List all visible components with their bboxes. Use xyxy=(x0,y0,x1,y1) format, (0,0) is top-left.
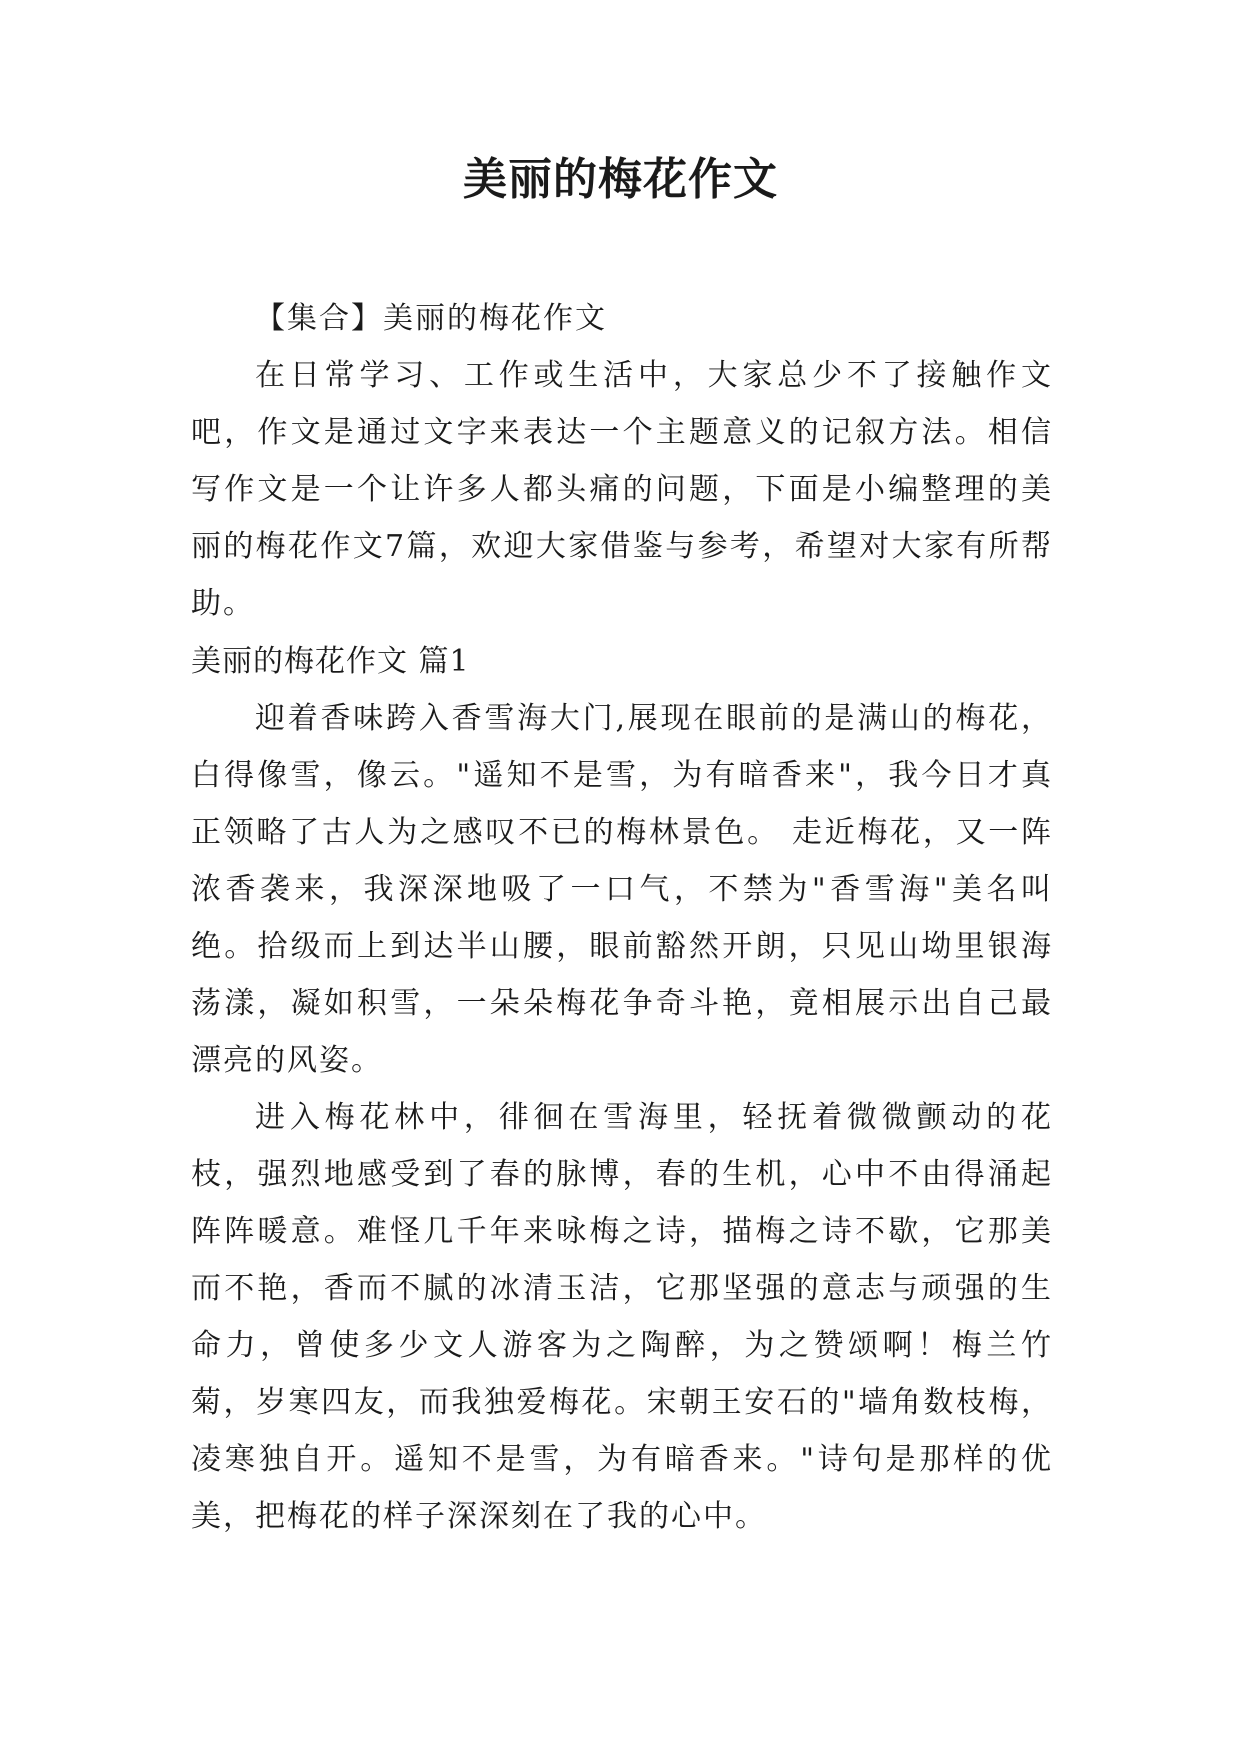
body-paragraph: 迎着香味跨入香雪海大门,展现在眼前的是满山的梅花，白得像雪，像云。"遥知不是雪，为有暗香来"，我今日才真正领略了古人为之感叹不已的梅林景色。 走近梅花，又一阵浓香袭来，我深深地吸了一口气，不禁为"香雪海"美名叫绝。拾级而上到达半山腰，眼前豁然开朗，只见山坳里银海荡漾，凝如积雪，一朵朵梅花争奇斗艳，竟相展示出自己最漂亮的风姿。 xyxy=(191,701,1053,1078)
intro-paragraph: 在日常学习、工作或生活中，大家总少不了接触作文吧，作文是通过文字来表达一个主题意义的记叙方法。相信写作文是一个让许多人都头痛的问题，下面是小编整理的美丽的梅花作文7篇，欢迎大家借鉴与参考，希望对大家有所帮助。 xyxy=(191,358,1053,621)
collection-label: 【集合】美丽的梅花作文 xyxy=(255,301,607,336)
document-title: 美丽的梅花作文 xyxy=(463,154,778,205)
body-paragraph: 进入梅花林中，徘徊在雪海里，轻抚着微微颤动的花枝，强烈地感受到了春的脉博，春的生机，心中不由得涌起阵阵暖意。难怪几千年来咏梅之诗，描梅之诗不歇，它那美而不艳，香而不腻的冰清玉洁，它那坚强的意志与顽强的生命力，曾使多少文人游客为之陶醉，为之赞颂啊！梅兰竹菊，岁寒四友，而我独爱梅花。宋朝王安石的"墙角数枝梅，凌寒独自开。遥知不是雪，为有暗香来。"诗句是那样的优美，把梅花的样子深深刻在了我的心中。 xyxy=(191,1100,1053,1534)
section-heading: 美丽的梅花作文 篇1 xyxy=(191,644,470,679)
